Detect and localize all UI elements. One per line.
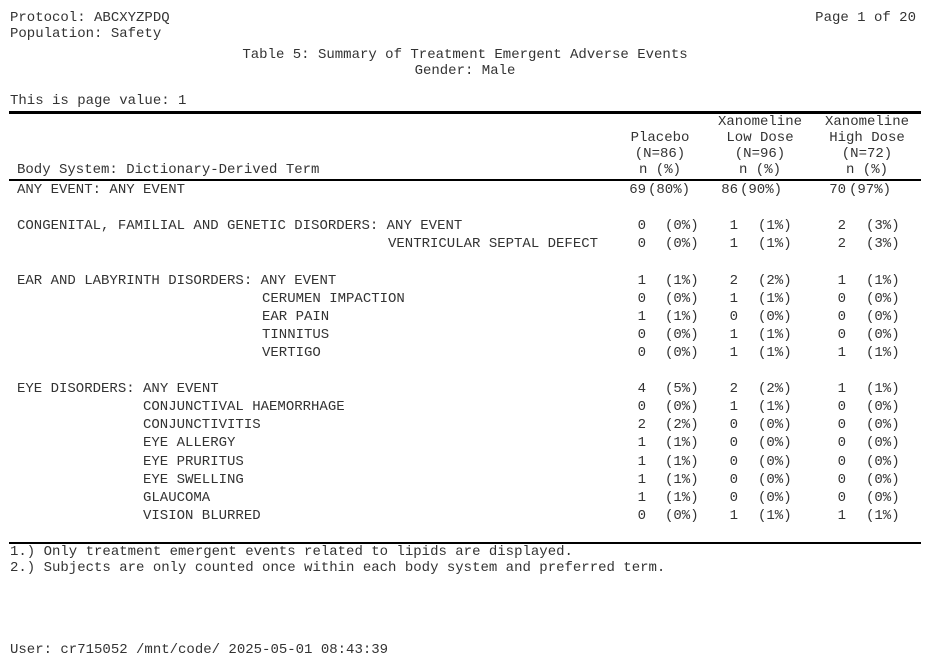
high-dose-percent: (0%) xyxy=(866,309,900,325)
placebo-percent: (1%) xyxy=(665,273,699,289)
placebo-n: (N=86) xyxy=(634,146,686,162)
placebo-count: 1 xyxy=(637,435,646,451)
high-dose-header-line2: High Dose xyxy=(829,130,905,146)
high-dose-percent: (0%) xyxy=(866,399,900,415)
high-dose-count: 1 xyxy=(837,381,846,397)
placebo-count: 4 xyxy=(637,381,646,397)
placebo-count: 0 xyxy=(637,327,646,343)
header-rule xyxy=(9,179,921,181)
low-dose-percent: (0%) xyxy=(758,309,792,325)
high-dose-count: 0 xyxy=(837,309,846,325)
placebo-count: 0 xyxy=(637,291,646,307)
low-dose-percent: (1%) xyxy=(758,399,792,415)
high-dose-count: 1 xyxy=(837,345,846,361)
high-dose-count: 1 xyxy=(837,273,846,289)
high-dose-percent: (1%) xyxy=(866,381,900,397)
placebo-percent: (1%) xyxy=(665,472,699,488)
low-dose-count: 0 xyxy=(729,454,738,470)
low-dose-count: 1 xyxy=(729,508,738,524)
low-dose-count: 86 xyxy=(721,182,738,198)
placebo-percent: (0%) xyxy=(665,218,699,234)
placebo-percent: (1%) xyxy=(665,454,699,470)
placebo-count: 0 xyxy=(637,399,646,415)
high-dose-percent: (3%) xyxy=(866,236,900,252)
high-dose-count: 2 xyxy=(837,218,846,234)
high-dose-count: 0 xyxy=(837,435,846,451)
high-dose-percent: (0%) xyxy=(866,417,900,433)
low-dose-percent: (2%) xyxy=(758,381,792,397)
high-dose-count: 1 xyxy=(837,508,846,524)
low-dose-count: 1 xyxy=(729,236,738,252)
low-dose-stat: n (%) xyxy=(738,162,781,178)
row-term: VISION BLURRED xyxy=(143,508,261,524)
placebo-percent: (0%) xyxy=(665,236,699,252)
placebo-percent: (0%) xyxy=(665,399,699,415)
low-dose-percent: (1%) xyxy=(758,291,792,307)
high-dose-percent: (3%) xyxy=(866,218,900,234)
low-dose-percent: (0%) xyxy=(758,472,792,488)
table-title: Table 5: Summary of Treatment Emergent Adverse Events xyxy=(242,47,688,63)
row-term: GLAUCOMA xyxy=(143,490,211,506)
row-term: VERTIGO xyxy=(262,345,321,361)
low-dose-percent: (0%) xyxy=(758,454,792,470)
placebo-count: 1 xyxy=(637,490,646,506)
low-dose-n: (N=96) xyxy=(734,146,786,162)
high-dose-header-line1: Xanomeline xyxy=(824,114,909,130)
high-dose-count: 0 xyxy=(837,417,846,433)
placebo-count: 1 xyxy=(637,273,646,289)
high-dose-count: 2 xyxy=(837,236,846,252)
row-term: CONJUNCTIVAL HAEMORRHAGE xyxy=(143,399,345,415)
high-dose-percent: (0%) xyxy=(866,327,900,343)
high-dose-percent: (0%) xyxy=(866,454,900,470)
placebo-stat: n (%) xyxy=(638,162,681,178)
low-dose-count: 1 xyxy=(729,291,738,307)
placebo-percent: (2%) xyxy=(665,417,699,433)
high-dose-percent: (0%) xyxy=(866,435,900,451)
low-dose-count: 0 xyxy=(729,435,738,451)
placebo-count: 1 xyxy=(637,454,646,470)
row-term: EAR AND LABYRINTH DISORDERS: ANY EVENT xyxy=(17,273,337,289)
protocol-label: Protocol: ABCXYZPDQ xyxy=(10,10,170,26)
term-column-header: Body System: Dictionary-Derived Term xyxy=(17,162,320,178)
row-term: VENTRICULAR SEPTAL DEFECT xyxy=(388,236,599,252)
low-dose-count: 0 xyxy=(729,309,738,325)
high-dose-count: 0 xyxy=(837,454,846,470)
placebo-count: 1 xyxy=(637,309,646,325)
placebo-count: 0 xyxy=(637,236,646,252)
row-term: CERUMEN IMPACTION xyxy=(262,291,405,307)
footer-user-line: User: cr715052 /mnt/code/ 2025-05-01 08:43:39 xyxy=(10,642,389,658)
placebo-count: 2 xyxy=(637,417,646,433)
low-dose-percent: (2%) xyxy=(758,273,792,289)
footnote-2: 2.) Subjects are only counted once within each body system and preferred term. xyxy=(10,560,666,576)
high-dose-percent: (97%) xyxy=(849,182,892,198)
row-term: EYE DISORDERS: ANY EVENT xyxy=(17,381,219,397)
placebo-percent: (80%) xyxy=(648,182,691,198)
population-label: Population: Safety xyxy=(10,26,162,42)
low-dose-percent: (1%) xyxy=(758,218,792,234)
high-dose-percent: (1%) xyxy=(866,508,900,524)
placebo-percent: (1%) xyxy=(665,309,699,325)
low-dose-count: 0 xyxy=(729,490,738,506)
high-dose-percent: (0%) xyxy=(866,472,900,488)
placebo-count: 0 xyxy=(637,345,646,361)
high-dose-percent: (0%) xyxy=(866,490,900,506)
high-dose-count: 0 xyxy=(837,291,846,307)
high-dose-percent: (1%) xyxy=(866,273,900,289)
row-term: TINNITUS xyxy=(262,327,330,343)
low-dose-percent: (1%) xyxy=(758,236,792,252)
row-term: EAR PAIN xyxy=(262,309,330,325)
page-number: Page 1 of 20 xyxy=(815,10,916,26)
high-dose-count: 0 xyxy=(837,327,846,343)
high-dose-percent: (0%) xyxy=(866,291,900,307)
placebo-percent: (0%) xyxy=(665,327,699,343)
page-value-label: This is page value: 1 xyxy=(10,93,187,109)
placebo-percent: (1%) xyxy=(665,435,699,451)
placebo-header-label: Placebo xyxy=(630,130,690,146)
placebo-count: 69 xyxy=(629,182,646,198)
placebo-percent: (1%) xyxy=(665,490,699,506)
row-term: EYE SWELLING xyxy=(143,472,244,488)
placebo-count: 0 xyxy=(637,508,646,524)
low-dose-count: 0 xyxy=(729,417,738,433)
placebo-percent: (0%) xyxy=(665,291,699,307)
high-dose-percent: (1%) xyxy=(866,345,900,361)
row-term: CONJUNCTIVITIS xyxy=(143,417,261,433)
low-dose-count: 1 xyxy=(729,327,738,343)
low-dose-count: 2 xyxy=(729,381,738,397)
high-dose-count: 0 xyxy=(837,490,846,506)
table-subtitle: Gender: Male xyxy=(414,63,516,79)
low-dose-count: 2 xyxy=(729,273,738,289)
low-dose-percent: (0%) xyxy=(758,490,792,506)
low-dose-count: 1 xyxy=(729,345,738,361)
high-dose-count: 0 xyxy=(837,399,846,415)
low-dose-percent: (0%) xyxy=(758,417,792,433)
row-term: ANY EVENT: ANY EVENT xyxy=(17,182,186,198)
row-term: EYE ALLERGY xyxy=(143,435,236,451)
high-dose-count: 0 xyxy=(837,472,846,488)
low-dose-header-line1: Xanomeline xyxy=(717,114,802,130)
low-dose-percent: (1%) xyxy=(758,345,792,361)
high-dose-n: (N=72) xyxy=(841,146,893,162)
low-dose-header-line2: Low Dose xyxy=(726,130,794,146)
footnote-1: 1.) Only treatment emergent events related to lipids are displayed. xyxy=(10,544,573,560)
high-dose-stat: n (%) xyxy=(845,162,888,178)
placebo-percent: (0%) xyxy=(665,345,699,361)
low-dose-count: 1 xyxy=(729,399,738,415)
low-dose-percent: (0%) xyxy=(758,435,792,451)
low-dose-percent: (1%) xyxy=(758,327,792,343)
row-term: EYE PRURITUS xyxy=(143,454,244,470)
placebo-count: 0 xyxy=(637,218,646,234)
low-dose-percent: (1%) xyxy=(758,508,792,524)
placebo-count: 1 xyxy=(637,472,646,488)
row-term: CONGENITAL, FAMILIAL AND GENETIC DISORDERS: ANY EVENT xyxy=(17,218,463,234)
placebo-percent: (5%) xyxy=(665,381,699,397)
low-dose-percent: (90%) xyxy=(740,182,783,198)
placebo-percent: (0%) xyxy=(665,508,699,524)
high-dose-count: 70 xyxy=(829,182,846,198)
low-dose-count: 1 xyxy=(729,218,738,234)
low-dose-count: 0 xyxy=(729,472,738,488)
